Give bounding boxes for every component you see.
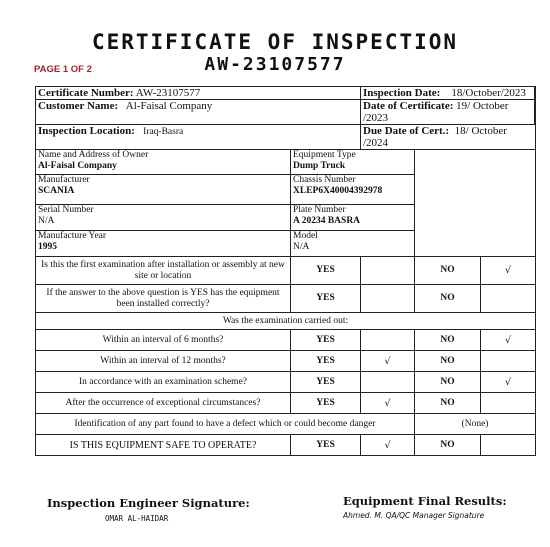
model-label: Model bbox=[293, 231, 318, 241]
year-value: 1995 bbox=[38, 242, 57, 252]
q6-yes: YES bbox=[291, 393, 361, 414]
serial-label: Serial Number bbox=[38, 205, 94, 215]
owner-label: Name and Address of Owner bbox=[38, 150, 149, 160]
certificate-code: AW-23107577 bbox=[204, 54, 346, 75]
question-12-months: Within an interval of 12 months? bbox=[36, 351, 291, 372]
question-installed-correctly: If the answer to the above question is YES has the equipment been installed correctly? bbox=[36, 285, 291, 313]
q8-yes: YES bbox=[291, 435, 361, 456]
question-exam-scheme: In accordance with an examination scheme? bbox=[36, 372, 291, 393]
serial-value: N/A bbox=[38, 216, 55, 226]
q1-yes: YES bbox=[291, 257, 361, 285]
equipment-type-value: Dump Truck bbox=[293, 161, 346, 171]
examination-carried-out: Was the examination carried out: bbox=[36, 313, 536, 330]
plate-label: Plate Number bbox=[293, 205, 346, 215]
plate-value: A 20234 BASRA bbox=[293, 216, 361, 226]
q5-no: NO bbox=[415, 372, 481, 393]
q4-yes: YES bbox=[291, 351, 361, 372]
manager-signature: Ahmed. M. QA/QC Manager Signature bbox=[343, 511, 485, 520]
engineer-name: OMAR AL-HAIDAR bbox=[105, 514, 169, 523]
question-defects: Identification of any part found to have a defect which or could become danger bbox=[36, 414, 415, 435]
inspection-date-label: Inspection Date: bbox=[363, 87, 441, 99]
location-label: Inspection Location: bbox=[38, 125, 135, 137]
equipment-type-label: Equipment Type bbox=[293, 150, 356, 160]
certificate-date: 19/ October /2023 bbox=[363, 100, 509, 124]
page-indicator: PAGE 1 OF 2 bbox=[34, 64, 92, 75]
question-safe-to-operate: IS THIS EQUIPMENT SAFE TO OPERATE? bbox=[36, 435, 291, 456]
q2-no: NO bbox=[415, 285, 481, 313]
question-exceptional: After the occurrence of exceptional circumstances? bbox=[36, 393, 291, 414]
customer-label: Customer Name: bbox=[38, 100, 119, 112]
cert-number-label: Certificate Number: bbox=[38, 87, 134, 99]
certificate-title: CERTIFICATE OF INSPECTION bbox=[91, 30, 459, 54]
chassis-label: Chassis Number bbox=[293, 175, 356, 185]
certificate-date-label: Date of Certificate: bbox=[363, 100, 454, 112]
chassis-value: XLEP6X40004392978 bbox=[293, 186, 383, 196]
q3-no: NO bbox=[415, 330, 481, 351]
q8-no: NO bbox=[415, 435, 481, 456]
q8-yes-check: √ bbox=[361, 435, 415, 456]
q3-no-check: √ bbox=[481, 330, 536, 351]
q3-yes: YES bbox=[291, 330, 361, 351]
inspection-date: 18/October/2023 bbox=[451, 87, 526, 99]
owner-value: Al-Faisal Company bbox=[38, 161, 117, 171]
year-label: Manufacture Year bbox=[38, 231, 107, 241]
defects-answer: (None) bbox=[415, 414, 536, 435]
due-date-label: Due Date of Cert.: bbox=[363, 125, 450, 137]
q1-no: NO bbox=[415, 257, 481, 285]
q6-yes-check: √ bbox=[361, 393, 415, 414]
q4-no: NO bbox=[415, 351, 481, 372]
cert-number: AW-23107577 bbox=[135, 87, 201, 99]
certificate-table bbox=[35, 86, 536, 456]
final-results-label: Equipment Final Results: bbox=[343, 494, 507, 508]
manufacturer-value: SCANIA bbox=[38, 186, 75, 196]
q5-no-check: √ bbox=[481, 372, 536, 393]
q2-yes: YES bbox=[291, 285, 361, 313]
inspection-location: Iraq-Basra bbox=[143, 127, 184, 137]
q1-no-check: √ bbox=[481, 257, 536, 285]
question-first-exam: Is this the first examination after installation or assembly at new site or location bbox=[36, 257, 291, 285]
question-6-months: Within an interval of 6 months? bbox=[36, 330, 291, 351]
q4-yes-check: √ bbox=[361, 351, 415, 372]
due-date: 18/ October /2024 bbox=[363, 125, 507, 149]
engineer-signature-label: Inspection Engineer Signature: bbox=[47, 496, 250, 510]
customer-name: Al-Faisal Company bbox=[125, 100, 213, 112]
model-value: N/A bbox=[293, 242, 310, 252]
q6-no: NO bbox=[415, 393, 481, 414]
manufacturer-label: Manufacturer bbox=[38, 175, 90, 185]
q5-yes: YES bbox=[291, 372, 361, 393]
